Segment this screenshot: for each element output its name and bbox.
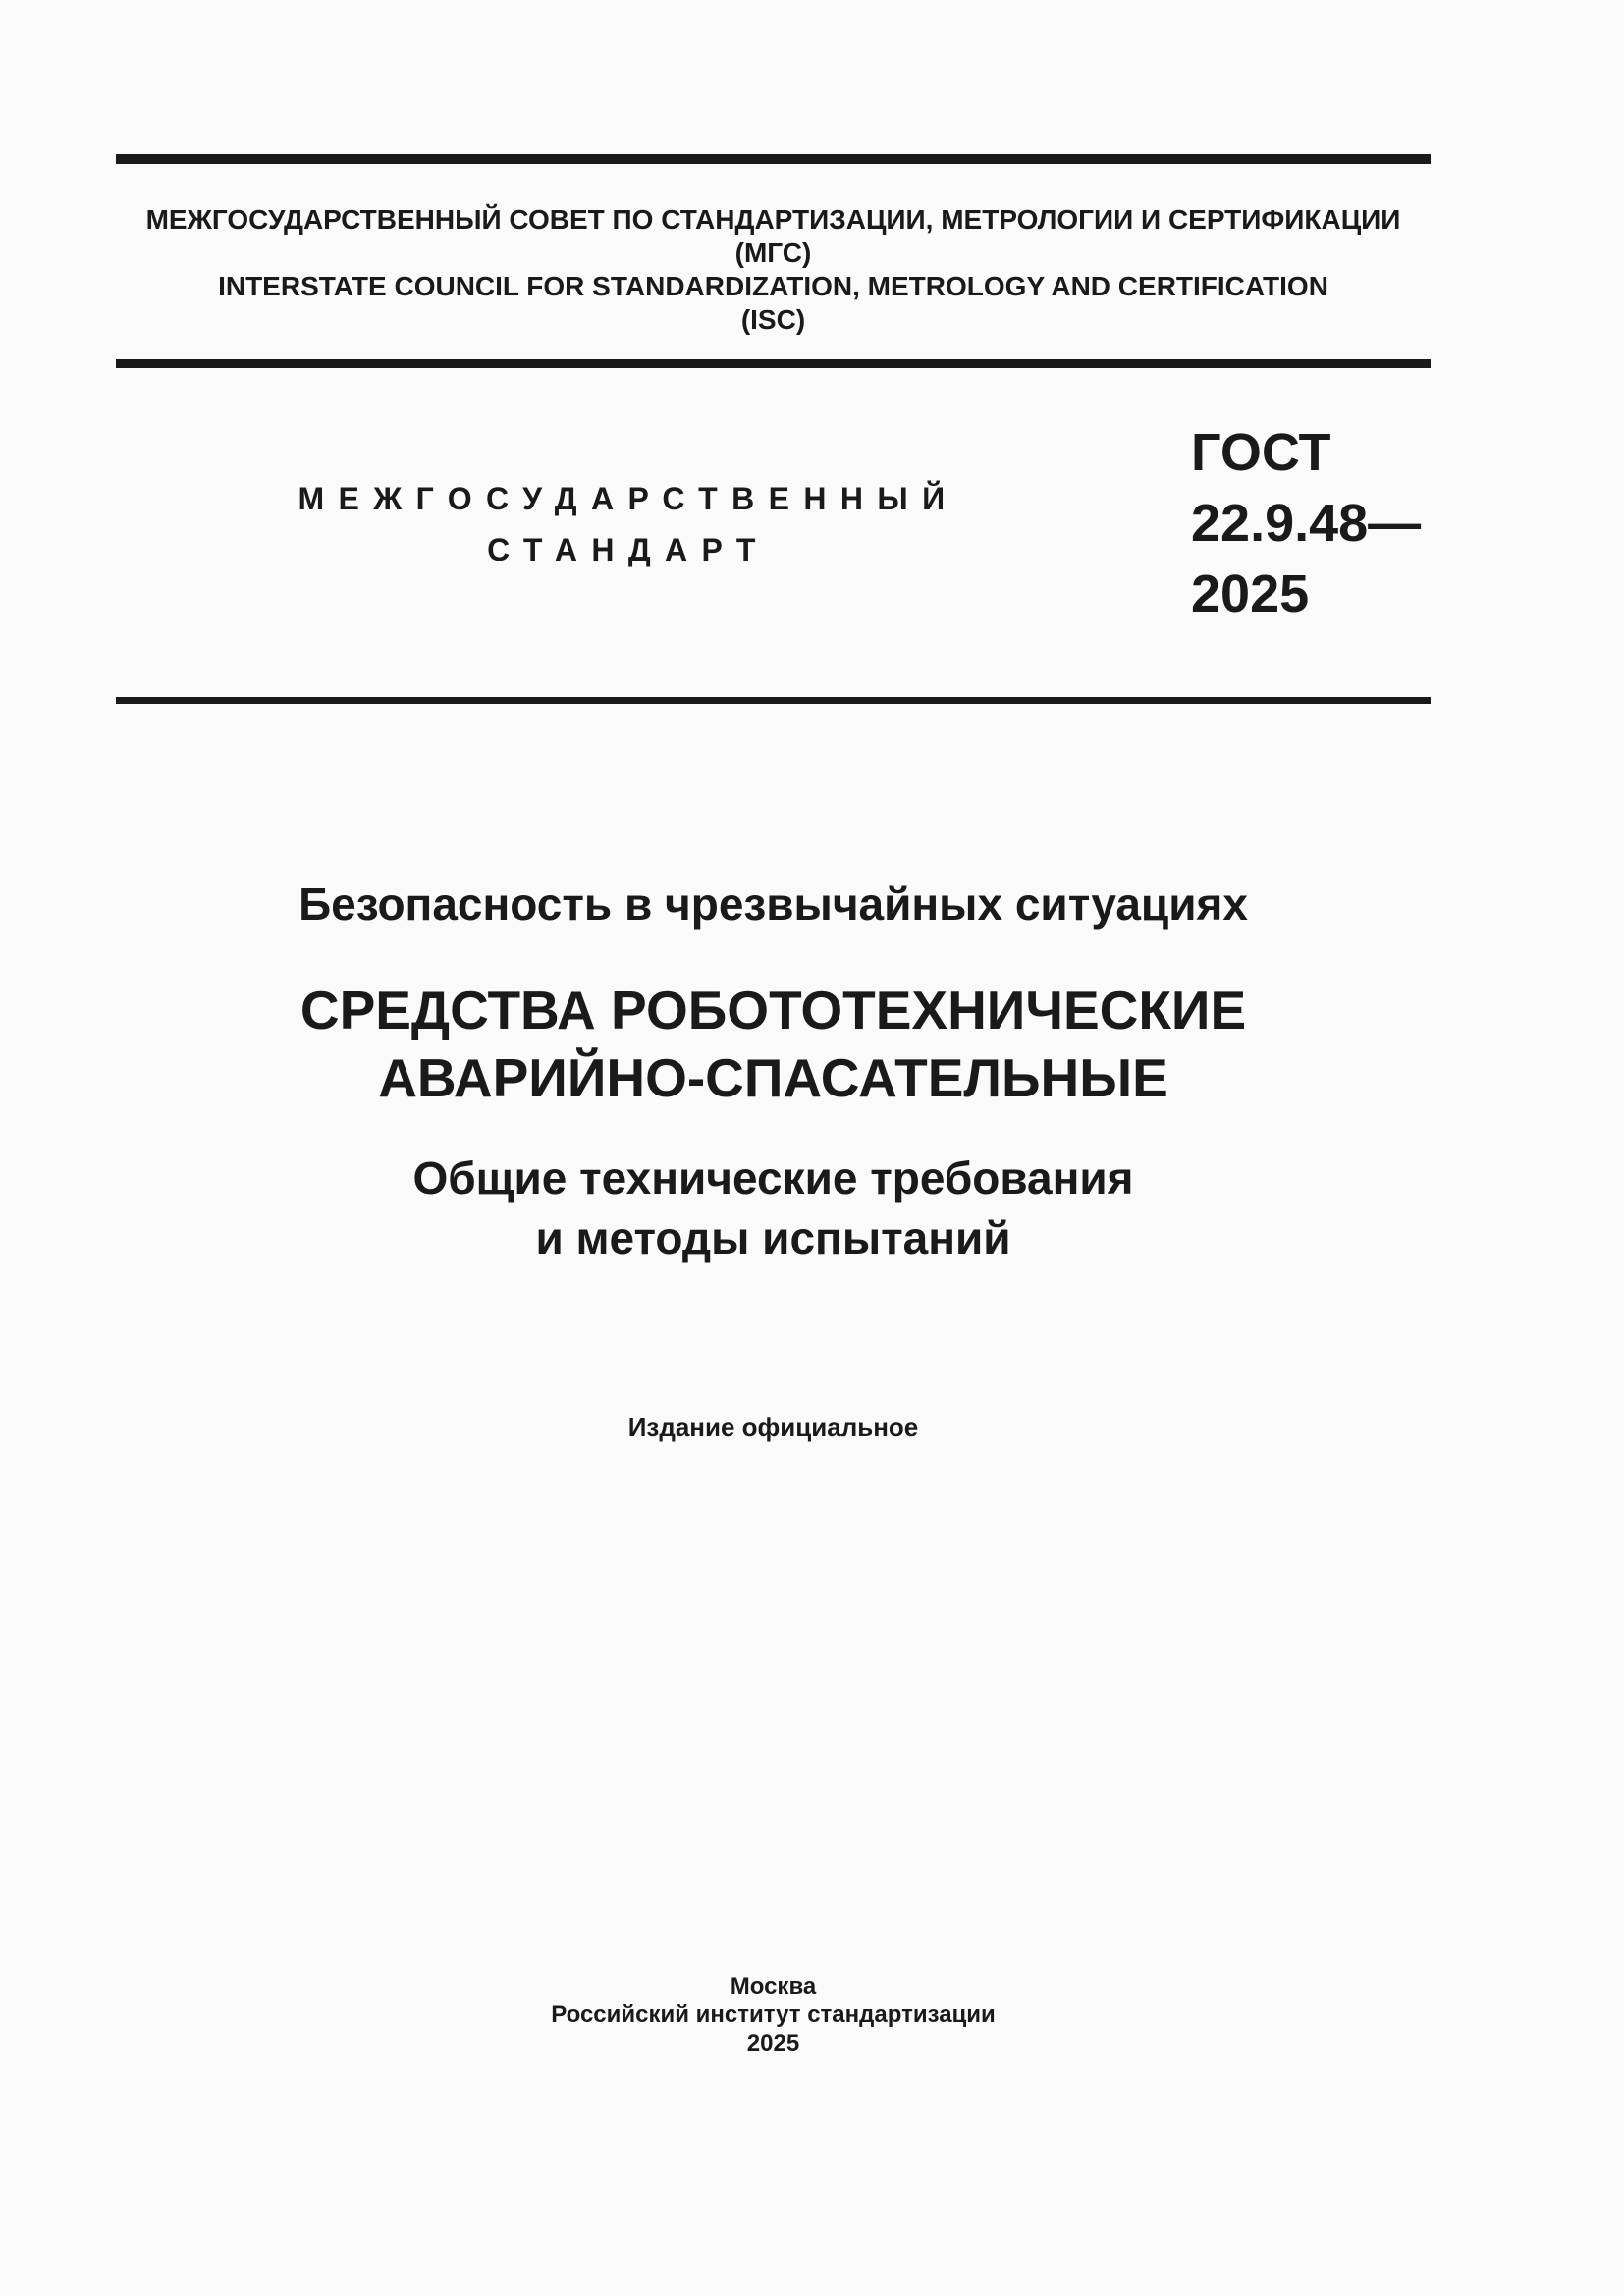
standard-type-line1: МЕЖГОСУДАРСТВЕННЫЙ <box>298 481 959 516</box>
subtitle-line1: Общие технические требования <box>412 1152 1134 1203</box>
subtitle-line2: и методы испытаний <box>535 1212 1011 1263</box>
supertitle-text: Безопасность в чрезвычайных ситуациях <box>298 879 1248 930</box>
council-abbr-en: (ISC) <box>740 304 806 335</box>
main-title-line1: СРЕДСТВА РОБОТОТЕХНИЧЕСКИЕ <box>299 980 1247 1041</box>
top-rule <box>116 154 1431 164</box>
council-name-en: INTERSTATE COUNCIL FOR STANDARDIZATION, METROLOGY AND CERTIFICATION <box>218 271 1328 301</box>
header-bottom-rule <box>116 697 1431 704</box>
imprint <box>116 1972 1431 2057</box>
imprint-year: 2025 <box>746 2030 800 2056</box>
council-abbr-ru: (МГС) <box>734 238 812 268</box>
designation-year: 2025 <box>1191 564 1310 623</box>
council-header <box>116 203 1431 337</box>
designation-prefix: ГОСТ <box>1191 423 1331 482</box>
council-bottom-rule <box>116 359 1431 368</box>
edition-label: Издание официальное <box>627 1413 919 1442</box>
standard-designation <box>1191 417 1421 629</box>
document-subtitle <box>116 1148 1431 1268</box>
document-supertitle <box>116 877 1431 932</box>
imprint-publisher: Российский институт стандартизации <box>551 2002 996 2028</box>
standard-type <box>295 473 962 575</box>
main-title-line2: АВАРИЙНО-СПАСАТЕЛЬНЫЕ <box>378 1047 1168 1108</box>
designation-number: 22.9.48— <box>1191 494 1422 553</box>
document-main-title <box>116 977 1431 1112</box>
standard-type-line2: СТАНДАРТ <box>487 532 770 567</box>
imprint-city: Москва <box>730 1973 817 2000</box>
council-name-ru: МЕЖГОСУДАРСТВЕННЫЙ СОВЕТ ПО СТАНДАРТИЗАЦИИ, МЕТРОЛОГИИ И СЕРТИФИКАЦИИ <box>145 204 1401 235</box>
